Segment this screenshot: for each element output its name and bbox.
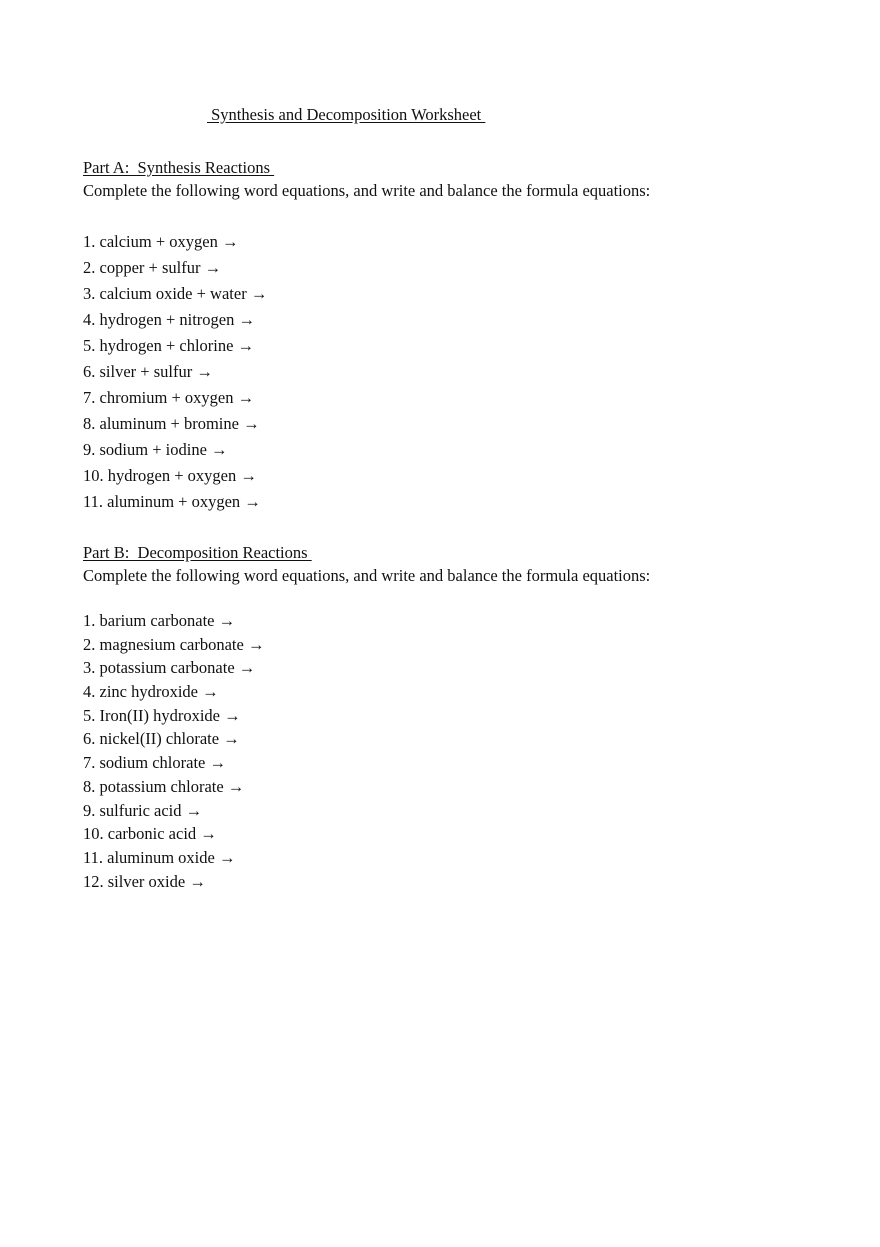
- decomposition-item: 7. sodium chlorate →: [83, 753, 226, 773]
- decomposition-item: 2. magnesium carbonate →: [83, 634, 265, 654]
- synthesis-item: 2. copper + sulfur →: [83, 258, 222, 277]
- decomposition-item: 4. zinc hydroxide →: [83, 682, 219, 702]
- part-a-heading: Part A: Synthesis Reactions: [83, 158, 275, 177]
- decomposition-item: 3. potassium carbonate →: [83, 658, 256, 678]
- decomposition-item: 9. sulfuric acid →: [83, 800, 203, 820]
- part-a-instructions: Complete the following word equations, and write and balance the formula equations:: [83, 181, 651, 200]
- decomposition-list: [83, 609, 650, 893]
- synthesis-item: 9. sodium + iodine →: [83, 440, 228, 459]
- decomposition-item: 11. aluminum oxide →: [83, 847, 236, 867]
- synthesis-item: 1. calcium + oxygen →: [83, 232, 239, 251]
- part-b-instructions: Complete the following word equations, and write and balance the formula equations:: [83, 566, 651, 585]
- decomposition-item: 5. Iron(II) hydroxide →: [83, 705, 241, 725]
- synthesis-item: 4. hydrogen + nitrogen →: [83, 310, 255, 329]
- part-b-section: [83, 542, 650, 893]
- synthesis-item: 6. silver + sulfur →: [83, 362, 213, 381]
- decomposition-item: 1. barium carbonate →: [83, 611, 236, 630]
- decomposition-item: 8. potassium chlorate →: [83, 776, 245, 796]
- synthesis-item: 8. aluminum + bromine →: [83, 414, 260, 433]
- decomposition-item: 6. nickel(II) chlorate →: [83, 729, 240, 749]
- part-a-section: [83, 157, 650, 515]
- synthesis-item: 5. hydrogen + chlorine →: [83, 336, 255, 355]
- synthesis-item: 10. hydrogen + oxygen →: [83, 466, 257, 485]
- worksheet-title: Synthesis and Decomposition Worksheet: [207, 105, 486, 124]
- part-b-heading: Part B: Decomposition Reactions: [83, 543, 312, 562]
- synthesis-list: [83, 229, 650, 515]
- synthesis-item: 11. aluminum + oxygen →: [83, 492, 261, 511]
- synthesis-item: 7. chromium + oxygen →: [83, 388, 255, 407]
- synthesis-item: 3. calcium oxide + water →: [83, 284, 268, 303]
- decomposition-item: 10. carbonic acid →: [83, 824, 217, 844]
- decomposition-item: 12. silver oxide →: [83, 871, 206, 891]
